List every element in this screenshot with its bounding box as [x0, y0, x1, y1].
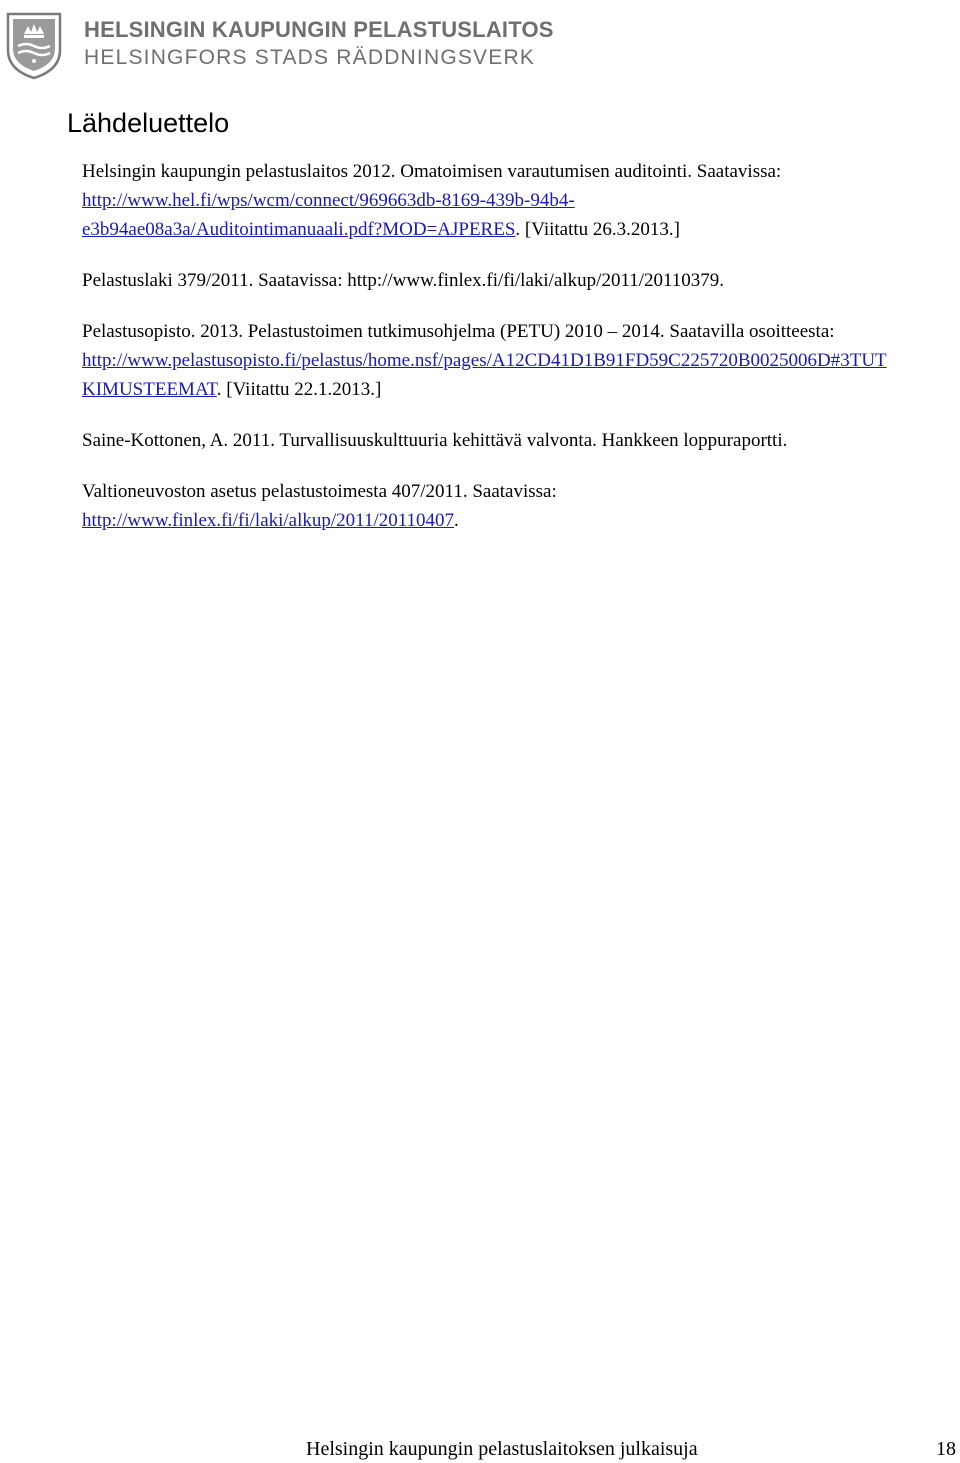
- reference-link[interactable]: http://www.hel.fi/wps/wcm/connect/969663db-8169-439b-94b4-: [82, 190, 575, 211]
- reference-line: [82, 506, 960, 535]
- org-name-finnish: HELSINGIN KAUPUNGIN PELASTUSLAITOS: [84, 17, 554, 42]
- reference-line: [82, 426, 960, 455]
- reference-text: Pelastusopisto. 2013. Pelastustoimen tutkimusohjelma (PETU) 2010 – 2014. Saatavilla osoitteesta:: [82, 321, 835, 342]
- reference-link[interactable]: http://www.pelastusopisto.fi/pelastus/home.nsf/pages/A12CD41D1B91FD59C225720B0025006D#3TUT: [82, 350, 887, 371]
- page-heading: Lähdeluettelo: [67, 108, 230, 138]
- reference-text: . [Viitattu 22.1.2013.]: [216, 379, 382, 400]
- reference-line: [82, 346, 960, 375]
- reference-line: [82, 215, 960, 244]
- reference-line: [82, 157, 960, 186]
- reference-link[interactable]: http://www.finlex.fi/fi/laki/alkup/2011/20110407: [82, 510, 455, 531]
- footer-publication: Helsingin kaupungin pelastuslaitoksen julkaisuja: [306, 1438, 698, 1460]
- page-number: 18: [936, 1438, 956, 1460]
- reference-text: Saine-Kottonen, A. 2011. Turvallisuuskulttuuria kehittävä valvonta. Hankkeen loppuraportti.: [82, 430, 788, 451]
- page-header: [4, 6, 554, 80]
- reference-item: [82, 266, 960, 295]
- reference-line: [82, 477, 960, 506]
- reference-link[interactable]: e3b94ae08a3a/Auditointimanuaali.pdf?MOD=AJPERES: [82, 219, 516, 240]
- reference-text: Helsingin kaupungin pelastuslaitos 2012. Omatoimisen varautumisen auditointi. Saatavissa:: [82, 161, 782, 182]
- reference-link[interactable]: KIMUSTEEMAT: [82, 379, 217, 400]
- reference-text: Pelastuslaki 379/2011. Saatavissa: http://www.finlex.fi/fi/laki/alkup/2011/20110379.: [82, 270, 725, 291]
- reference-text: .: [454, 510, 459, 531]
- reference-item: [82, 477, 960, 535]
- org-name-swedish: HELSINGFORS STADS RÄDDNINGSVERK: [84, 46, 536, 69]
- reference-text: . [Viitattu 26.3.2013.]: [515, 219, 680, 240]
- reference-line: [82, 317, 960, 346]
- reference-item: [82, 317, 960, 404]
- reference-line: [82, 266, 960, 295]
- reference-list: [82, 157, 960, 557]
- reference-item: [82, 426, 960, 455]
- reference-item: [82, 157, 960, 244]
- reference-line: [82, 186, 960, 215]
- crest-logo-icon: [4, 6, 64, 80]
- reference-text: Valtioneuvoston asetus pelastustoimesta 407/2011. Saatavissa:: [82, 481, 557, 502]
- reference-line: [82, 375, 960, 404]
